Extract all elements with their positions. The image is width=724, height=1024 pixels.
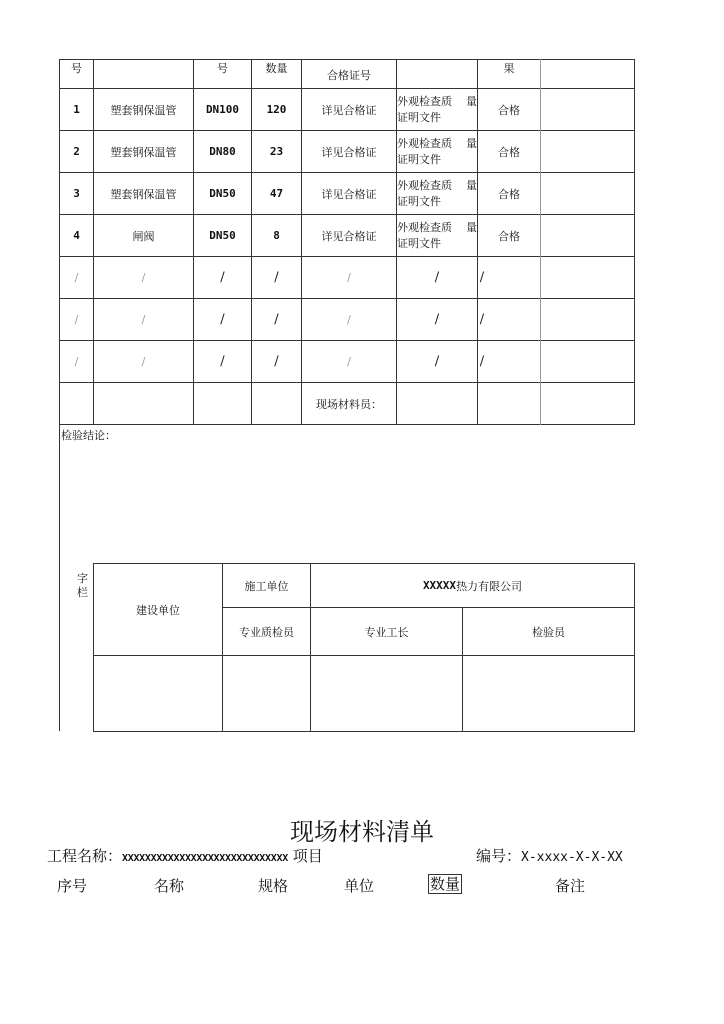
row-result: 合格 [498, 229, 520, 243]
slash-cell: / [141, 355, 146, 368]
slash-cell: / [434, 312, 440, 327]
header-spec: 号 [217, 62, 228, 75]
row-doc-mark: 量 [466, 221, 477, 234]
contractor-name-code: XXXXX [422, 579, 457, 592]
slash-cell: / [141, 313, 146, 326]
slash-cell: / [74, 355, 79, 368]
slash-cell: / [479, 354, 485, 369]
row-doc-line2: 证明文件 [397, 237, 441, 250]
row-no: 2 [73, 145, 80, 158]
slash-cell: / [347, 271, 351, 284]
row-spec: DN50 [209, 229, 236, 242]
document-number [476, 845, 623, 866]
row-doc-line1: 外观检查质 [397, 137, 452, 150]
row-no: 1 [73, 103, 80, 116]
row-name: 塑套钢保温管 [110, 187, 177, 201]
row-cert: 详见合格证 [321, 145, 377, 159]
project-code: XXXXXXXXXXXXXXXXXXXXXXXXXXXXX [122, 853, 288, 864]
slash-cell: / [479, 312, 485, 327]
row-spec: DN80 [209, 145, 236, 158]
row-doc-line2: 证明文件 [397, 111, 441, 124]
row-no: 4 [73, 229, 80, 242]
header-result: 果 [503, 62, 515, 75]
slash-cell: / [74, 313, 79, 326]
number-value: X-xxxx-X-X-XX [521, 850, 623, 865]
col-header-spec: 规格 [258, 877, 289, 895]
slash-cell: / [347, 355, 351, 368]
header-no: 号 [71, 62, 82, 75]
row-doc-line2: 证明文件 [397, 195, 441, 208]
header-qty: 数量 [265, 62, 288, 75]
row-doc-mark: 量 [466, 137, 477, 150]
slash-cell: / [434, 354, 440, 369]
col-header-remark: 备注 [555, 877, 586, 895]
col-header-no: 序号 [57, 877, 88, 895]
conclusion-label: 检验结论： [61, 429, 116, 442]
project-suffix: 项目 [292, 847, 323, 865]
row-cert: 详见合格证 [321, 103, 377, 117]
row-name: 闸阀 [132, 229, 155, 243]
slash-cell: / [274, 312, 279, 327]
slash-cell: / [434, 270, 440, 285]
row-cert: 详见合格证 [321, 229, 377, 243]
header-cert: 合格证号 [327, 69, 371, 82]
number-label: 编号： [476, 847, 522, 865]
col-header-unit: 单位 [344, 877, 375, 895]
slash-cell: / [74, 271, 79, 284]
contractor-name [311, 564, 634, 607]
slash-cell: / [220, 270, 225, 285]
foreman-label: 专业工长 [364, 625, 409, 639]
construction-unit-label: 建设单位 [136, 603, 180, 617]
project-name [47, 845, 323, 866]
row-name: 塑套钢保温管 [110, 145, 177, 159]
signature-side-label-1: 字 [77, 572, 88, 585]
slash-cell: / [347, 313, 351, 326]
slash-cell: / [220, 312, 225, 327]
slash-cell: / [479, 270, 485, 285]
row-doc-line2: 证明文件 [397, 153, 441, 166]
row-doc-mark: 量 [466, 179, 477, 192]
row-cert: 详见合格证 [321, 187, 377, 201]
slash-cell: / [220, 354, 225, 369]
slash-cell: / [141, 271, 146, 284]
row-qty: 120 [266, 103, 287, 116]
contractor-label: 施工单位 [244, 579, 289, 593]
row-doc-line1: 外观检查质 [397, 221, 452, 234]
row-name: 塑套钢保温管 [110, 103, 177, 117]
row-doc-line1: 外观检查质 [397, 179, 452, 192]
row-qty: 47 [269, 187, 284, 200]
row-result: 合格 [498, 187, 520, 201]
row-doc-mark: 量 [466, 95, 477, 108]
project-label: 工程名称： [47, 847, 123, 865]
row-spec: DN100 [205, 103, 240, 116]
material-staff-label: 现场材料员： [316, 397, 382, 411]
slash-cell: / [274, 270, 279, 285]
signature-side-label-2: 栏 [77, 586, 88, 599]
page-title: 现场材料清单 [290, 818, 434, 846]
slash-cell: / [274, 354, 279, 369]
row-result: 合格 [498, 145, 520, 159]
inspector-label: 检验员 [532, 625, 565, 639]
row-result: 合格 [498, 103, 520, 117]
row-qty: 8 [273, 229, 280, 242]
qc-inspector-label: 专业质检员 [239, 625, 294, 639]
contractor-name-text: 热力有限公司 [456, 579, 523, 593]
row-no: 3 [73, 187, 80, 200]
row-spec: DN50 [209, 187, 236, 200]
row-qty: 23 [269, 145, 284, 158]
col-header-qty: 数量 [430, 875, 461, 893]
col-header-name: 名称 [154, 877, 185, 895]
row-doc-line1: 外观检查质 [397, 95, 452, 108]
